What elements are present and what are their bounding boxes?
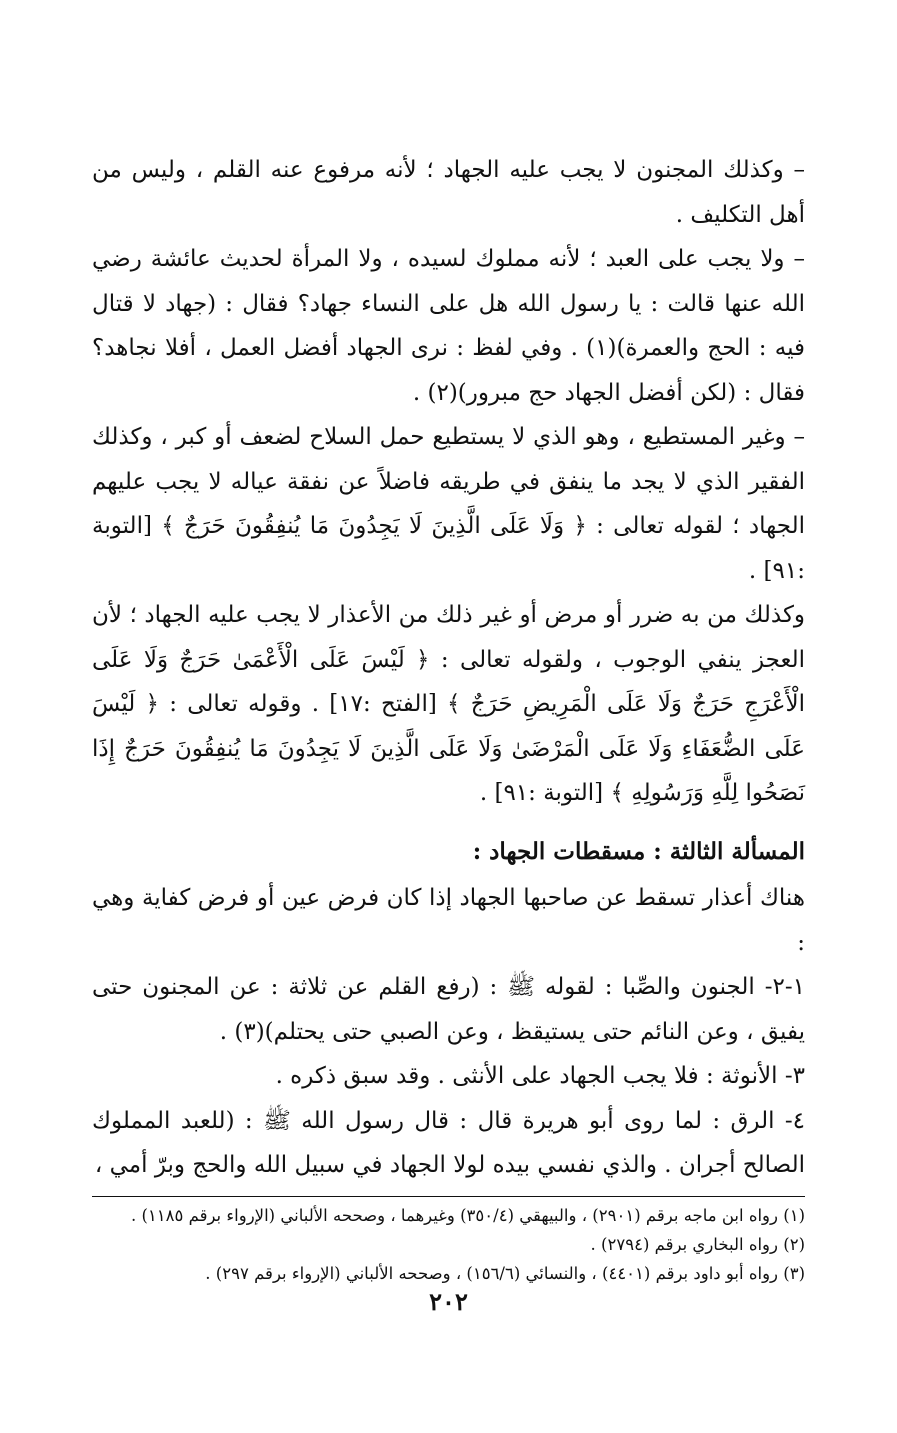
item-insanity-childhood: ١-٢- الجنون والصِّبا : لقوله ﷺ : (رفع القلم عن ثلاثة : عن المجنون حتى يفيق ، وعن النائم حتى يستيقظ ، وعن الصبي حتى يحتلم)(٣) . — [92, 974, 805, 1045]
paragraph-unable: – وغير المستطيع ، وهو الذي لا يستطيع حمل السلاح لضعف أو كبر ، وكذلك الفقير الذي لا يجد ما ينفق في طريقه فاضلاً عن نفقة عياله لا يجب عليهم الجهاد ؛ لقوله تعالى : ﴿ وَلَا عَلَى الَّذِينَ لَا يَجِدُونَ مَا يُنفِقُونَ حَرَجٌ ﴾ [التوبة :٩١] . — [92, 424, 805, 584]
main-text — [92, 148, 805, 1188]
page-number: ٢٠٢ — [429, 1287, 468, 1316]
footnote-3: (٣) رواه أبو داود برقم (٤٤٠١) ، والنسائي (١٥٦/٦) ، وصححه الألباني (الإرواء برقم ٢٩٧) . — [205, 1263, 805, 1283]
item-femininity: ٣- الأنوثة : فلا يجب الجهاد على الأنثى . وقد سبق ذكره . — [275, 1063, 805, 1089]
footnote-2: (٢) رواه البخاري برقم (٢٧٩٤) . — [590, 1234, 805, 1254]
paragraph-excuses: وكذلك من به ضرر أو مرض أو غير ذلك من الأعذار لا يجب عليه الجهاد ؛ لأن العجز ينفي الوجوب ، ولقوله تعالى : ﴿ لَيْسَ عَلَى الْأَعْمَىٰ حَرَجٌ وَلَا عَلَى الْأَعْرَجِ حَرَجٌ وَلَا عَلَى الْمَرِيضِ حَرَجٌ ﴾ [الفتح :١٧] . وقوله تعالى : ﴿ لَيْسَ عَلَى الضُّعَفَاءِ وَلَا عَلَى الْمَرْضَىٰ وَلَا عَلَى الَّذِينَ لَا يَجِدُونَ مَا يُنفِقُونَ حَرَجٌ إِذَا نَصَحُوا لِلَّهِ وَرَسُولِهِ ﴾ [التوبة :٩١] . — [92, 602, 806, 806]
footnote-divider — [92, 1196, 805, 1197]
footnote-1: (١) رواه ابن ماجه برقم (٢٩٠١) ، والبيهقي (٣٥٠/٤) وغيرهما ، وصححه الألباني (الإرواء برقم ١١٨٥) . — [130, 1205, 805, 1225]
spacer — [92, 816, 805, 830]
paragraph-slave-woman: – ولا يجب على العبد ؛ لأنه مملوك لسيده ، ولا المرأة لحديث عائشة رضي الله عنها قالت : يا رسول الله هل على النساء جهاد؟ فقال : (جهاد لا قتال فيه : الحج والعمرة)(١) . وفي لفظ : نرى الجهاد أفضل العمل ، أفلا نجاهد؟ فقال : (لكن أفضل الجهاد حج مبرور)(٢) . — [92, 246, 806, 406]
footnotes — [92, 1201, 805, 1288]
paragraph-intro: هناك أعذار تسقط عن صاحبها الجهاد إذا كان فرض عين أو فرض كفاية وهي : — [92, 885, 805, 956]
section-heading: المسألة الثالثة : مسقطات الجهاد : — [472, 837, 805, 865]
paragraph-insane: – وكذلك المجنون لا يجب عليه الجهاد ؛ لأنه مرفوع عنه القلم ، وليس من أهل التكليف . — [92, 157, 805, 228]
item-slavery: ٤- الرق : لما روى أبو هريرة قال : قال رسول الله ﷺ : (للعبد المملوك الصالح أجران . والذي نفسي بيده لولا الجهاد في سبيل الله والحج وبرّ أمي ، — [92, 1107, 805, 1178]
